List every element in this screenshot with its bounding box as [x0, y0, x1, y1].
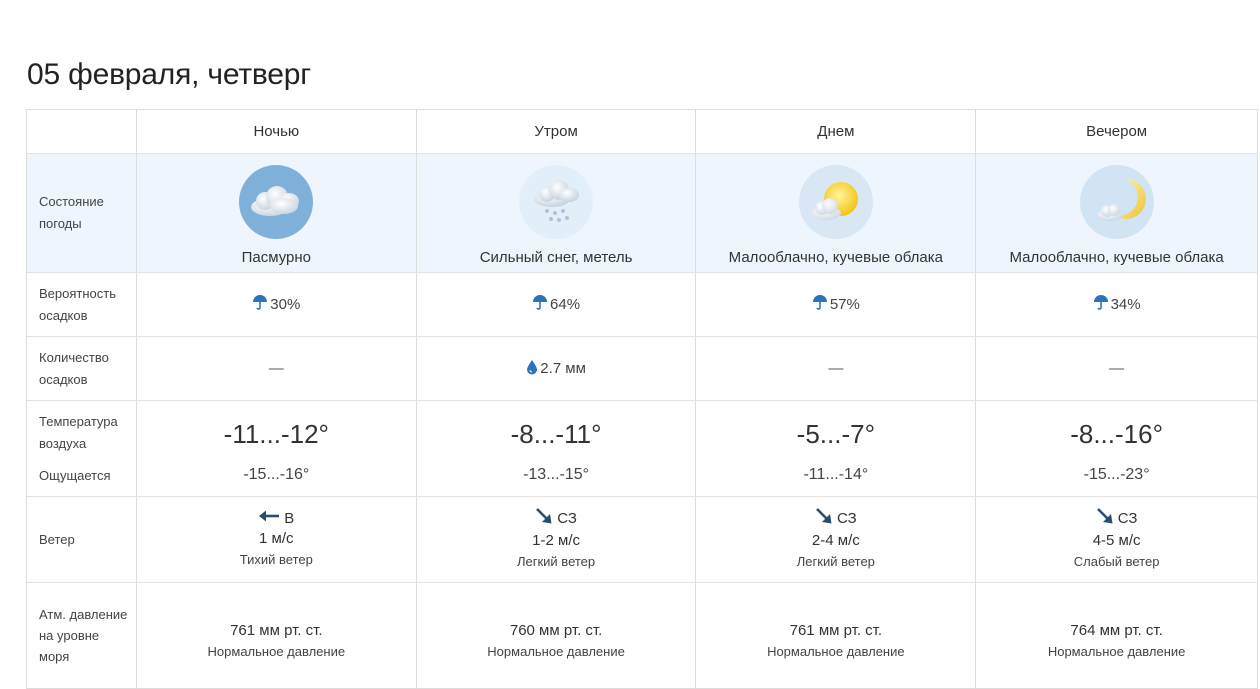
- page-title: 05 февраля, четверг: [27, 58, 311, 91]
- umbrella-icon: [532, 294, 548, 316]
- condition-text: Сильный снег, метель: [479, 248, 633, 266]
- umbrella-icon: [252, 294, 268, 316]
- pressure-value: 764 мм рт. ст.: [1070, 621, 1163, 639]
- forecast-table: [26, 109, 1258, 689]
- precip-prob-value: 64%: [550, 296, 581, 313]
- pressure-value: 761 мм рт. ст.: [230, 621, 323, 639]
- temperature-cell: [137, 401, 417, 496]
- precip-prob-label: Вероятность осадков: [27, 273, 137, 336]
- umbrella-icon: [1093, 294, 1109, 316]
- pressure-cell: [137, 583, 417, 688]
- wind-cell: [696, 497, 976, 582]
- precip-amount-cell: [137, 337, 417, 400]
- overcast-cloud-icon: [239, 165, 313, 239]
- precip-amount-value: —: [828, 360, 844, 377]
- pressure-description: Нормальное давление: [207, 643, 346, 659]
- feels-like-label: Ощущается: [39, 468, 111, 483]
- wind-arrow-southeast-icon: [1096, 507, 1114, 531]
- pressure-row: [27, 583, 1258, 689]
- condition-row: [27, 154, 1258, 273]
- temperature-cell: [417, 401, 697, 496]
- condition-text: Малооблачно, кучевые облака: [1009, 248, 1224, 266]
- wind-cell: [976, 497, 1258, 582]
- condition-label: Состояние погоды: [27, 154, 137, 272]
- precip-amount-value: —: [268, 360, 284, 377]
- feels-like-value: -15...-23°: [1083, 466, 1150, 483]
- period-header: Вечером: [976, 110, 1258, 153]
- period-header: Днем: [696, 110, 976, 153]
- wind-label: Ветер: [27, 497, 137, 582]
- period-header: Утром: [417, 110, 697, 153]
- condition-cell: [976, 154, 1258, 272]
- feels-like-value: -13...-15°: [523, 466, 590, 483]
- precip-prob-row: [27, 273, 1258, 337]
- precip-prob-value: 30%: [270, 296, 301, 313]
- pressure-description: Нормальное давление: [767, 643, 905, 659]
- temperature-value: -11...-12°: [223, 419, 329, 449]
- wind-description: Легкий ветер: [516, 553, 596, 569]
- wind-speed: 1-2 м/с: [532, 531, 580, 549]
- temperature-label-cell: [27, 401, 137, 496]
- precip-prob-value: 57%: [829, 296, 860, 313]
- precip-prob-cell: [417, 273, 697, 336]
- pressure-label: Атм. давление на уровне моря: [27, 583, 137, 688]
- precip-prob-cell: [137, 273, 417, 336]
- wind-row: [27, 497, 1258, 583]
- pressure-value: 760 мм рт. ст.: [509, 621, 603, 639]
- wind-description: Слабый ветер: [1073, 553, 1160, 569]
- wind-direction: СЗ: [557, 509, 577, 527]
- wind-direction: СЗ: [836, 509, 857, 527]
- wind-description: Легкий ветер: [796, 553, 875, 569]
- wind-cell: [137, 497, 417, 582]
- sun-cloud-icon: [799, 165, 873, 239]
- feels-like-value: -11...-14°: [803, 466, 869, 483]
- wind-direction: СЗ: [1117, 509, 1138, 527]
- pressure-cell: [976, 583, 1258, 688]
- precip-amount-value: 2.7 мм: [540, 360, 586, 377]
- wind-cell: [417, 497, 697, 582]
- header-corner: [27, 110, 137, 153]
- temperature-cell: [976, 401, 1258, 496]
- pressure-cell: [417, 583, 697, 688]
- water-drop-icon: [526, 359, 538, 379]
- condition-cell: [696, 154, 976, 272]
- temperature-label: Температура воздуха: [39, 414, 118, 451]
- precip-prob-cell: [696, 273, 976, 336]
- temperature-row: [27, 401, 1258, 497]
- precip-amount-label: Количество осадков: [27, 337, 137, 400]
- wind-speed: 1 м/с: [259, 529, 294, 547]
- temperature-value: -8...-16°: [1070, 419, 1163, 449]
- feels-like-value: -15...-16°: [243, 466, 310, 483]
- precip-amount-cell: [976, 337, 1258, 400]
- precip-prob-value: 34%: [1110, 296, 1141, 313]
- wind-speed: 2-4 м/с: [811, 531, 860, 549]
- wind-description: Тихий ветер: [239, 551, 313, 567]
- wind-arrow-southeast-icon: [535, 507, 553, 531]
- temperature-value: -5...-7°: [796, 419, 875, 449]
- heavy-snow-icon: [519, 165, 593, 239]
- umbrella-icon: [812, 294, 828, 316]
- wind-arrow-southeast-icon: [815, 507, 833, 531]
- condition-text: Малооблачно, кучевые облака: [728, 248, 943, 266]
- pressure-description: Нормальное давление: [1047, 643, 1186, 659]
- temperature-cell: [696, 401, 976, 496]
- condition-cell: [417, 154, 697, 272]
- table-header-row: [27, 110, 1258, 154]
- period-header: Ночью: [137, 110, 417, 153]
- wind-direction: В: [284, 509, 295, 527]
- precip-prob-cell: [976, 273, 1258, 336]
- temperature-value: -8...-11°: [510, 419, 602, 449]
- precip-amount-value: —: [1109, 360, 1125, 377]
- wind-speed: 4-5 м/с: [1092, 531, 1141, 549]
- moon-cloud-icon: [1080, 165, 1154, 239]
- precip-amount-cell: [417, 337, 697, 400]
- precip-amount-cell: [696, 337, 976, 400]
- pressure-cell: [696, 583, 976, 688]
- pressure-description: Нормальное давление: [487, 643, 625, 659]
- condition-text: Пасмурно: [241, 248, 311, 266]
- condition-cell: [137, 154, 417, 272]
- wind-arrow-west-icon: [258, 509, 280, 529]
- pressure-value: 761 мм рт. ст.: [789, 621, 883, 639]
- precip-amount-row: [27, 337, 1258, 401]
